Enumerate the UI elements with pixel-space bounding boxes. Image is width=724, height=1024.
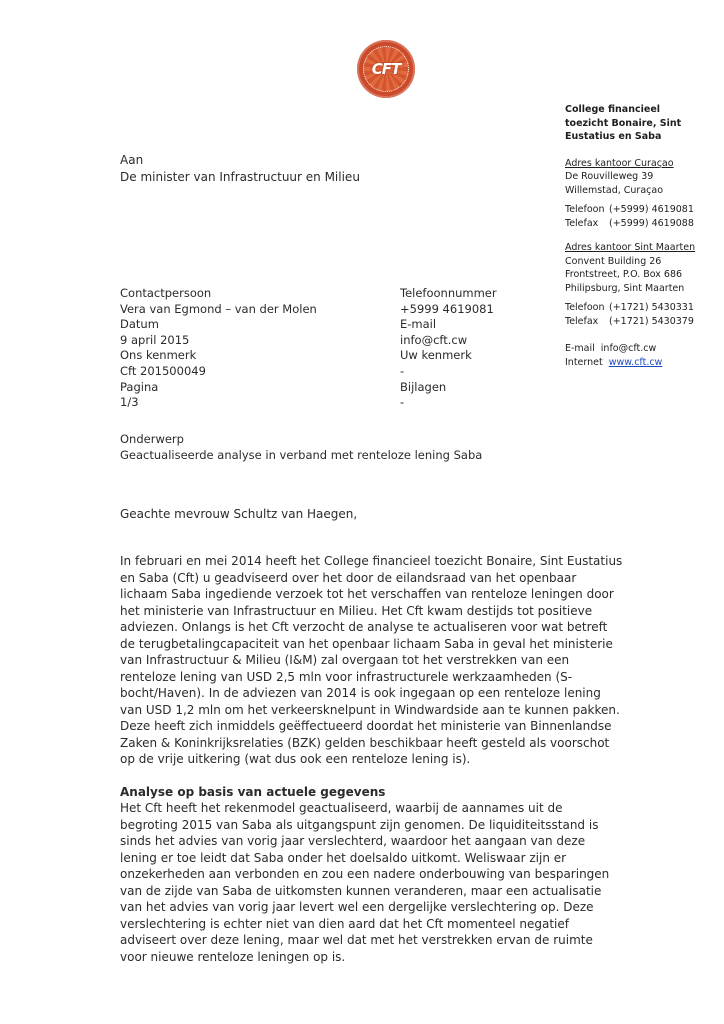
- subject-label: Onderwerp: [120, 431, 184, 446]
- section-heading-analyse: Analyse op basis van actuele gegevens: [120, 784, 386, 799]
- phone-label: Telefax: [565, 217, 599, 229]
- meta-value: -: [400, 395, 405, 410]
- recipient-name: De minister van Infrastructuur en Milieu: [120, 170, 360, 184]
- phone-value: (+5999) 4619088: [609, 217, 694, 229]
- office-sint-maarten-address-line: Frontstreet, P.O. Box 686: [565, 269, 683, 280]
- meta-label: E-mail: [400, 317, 437, 332]
- meta-column-left: [120, 286, 400, 411]
- website-link[interactable]: www.cft.cw: [608, 356, 663, 368]
- office-curacao-title: Adres kantoor Curaçao: [565, 157, 674, 169]
- meta-label: Datum: [120, 317, 159, 332]
- phone-label: Telefoon: [565, 204, 605, 215]
- body-paragraph-2: Het Cft heeft het rekenmodel geactualiseerd, waarbij de aannames uit de begroting 2015 van Saba als uitgangspunt zijn genomen. De liquiditeitsstand is sinds het advies van vorig jaar verslechterd, waardoor het aangaan van deze lening er toe leidt dat Saba onder het doelsaldo uitkomt. Weliswaar zijn er onzekerheden aan verbonden en zou een nadere onderbouwing van besparingen van de zijde van Saba de uitkomsten kunnen veranderen, maar een actualisatie van het advies van vorig jaar levert wel een dergelijke verslechtering op. Deze verslechtering is echter niet van dien aard dat het Cft momenteel negatief adviseert over deze lening, maar wel dat met het verstrekken ervan de ruimte voor nieuwe renteloze leningen op is.: [120, 801, 610, 964]
- phone-value: (+5999) 4619081: [609, 204, 694, 215]
- meta-value: 1/3: [120, 395, 139, 410]
- subject-block: [120, 431, 623, 463]
- phone-value: (+1721) 5430379: [609, 315, 694, 327]
- meta-value: -: [400, 363, 405, 378]
- meta-label: Contactpersoon: [120, 286, 212, 300]
- body-paragraph-1: In februari en mei 2014 heeft het College financieel toezicht Bonaire, Sint Eustatius en Saba (Cft) u geadviseerd over het door de eilandsraad van het openbaar lichaam Saba ingediende verzoek tot het verschaffen van renteloze leningen door het ministerie van Infrastructuur en Milieu. Het Cft kwam destijds tot positieve adviezen. Onlangs is het Cft verzocht de analyse te actualiseren voor wat betreft de terugbetalingcapaciteit van het openbaar lichaam Saba in geval het ministerie van Infrastructuur & Milieu (I&M) zal overgaan tot het verstrekken van een renteloze lening van USD 2,5 mln voor infrastructurele werkzaamheden (S-bocht/Haven). In de adviezen van 2014 is ook ingegaan op een renteloze lening van USD 1,2 mln om het verkeersknelpunt in Windwardside aan te kunnen pakken. Deze heeft zich inmiddels geëffectueerd doordat het ministerie van Binnenlandse Zaken & Koninkrijksrelaties (BZK) gelden beschikbaar heeft gesteld als voorschot op de vrije uitkering (wat dus ook een renteloze lening is).: [120, 554, 623, 767]
- subject-value: Geactualiseerde analyse in verband met renteloze lening Saba: [120, 447, 483, 462]
- cft-logo: [357, 40, 415, 98]
- phone-label: Telefax: [565, 315, 599, 327]
- org-name: College financieel toezicht Bonaire, Sint Eustatius en Saba: [565, 104, 682, 142]
- phone-label: Telefoon: [565, 302, 605, 313]
- meta-value: 9 april 2015: [120, 332, 190, 347]
- office-curacao-address-line: Willemstad, Curaçao: [565, 184, 664, 196]
- meta-value: Cft 201500049: [120, 363, 206, 378]
- salutation: Geachte mevrouw Schultz van Haegen,: [120, 506, 358, 521]
- email-label: E-mail: [565, 343, 595, 354]
- cft-logo-text: CFT: [371, 60, 401, 78]
- office-sint-maarten-address-line: Convent Building 26: [565, 255, 662, 267]
- internet-label: Internet: [565, 356, 603, 368]
- meta-column-right: [400, 286, 623, 411]
- office-curacao-address-line: De Rouvilleweg 39: [565, 171, 654, 182]
- phone-value: (+1721) 5430331: [609, 302, 694, 313]
- meta-value: info@cft.cw: [400, 332, 468, 347]
- email-value: info@cft.cw: [600, 343, 657, 354]
- meta-label: Bijlagen: [400, 379, 447, 394]
- meta-value: +5999 4619081: [400, 301, 494, 316]
- office-sint-maarten-title: Adres kantoor Sint Maarten: [565, 242, 696, 253]
- cft-logo-seal: [363, 46, 409, 92]
- meta-label: Pagina: [120, 379, 159, 394]
- letter-meta: [120, 286, 623, 411]
- meta-label: Uw kenmerk: [400, 348, 472, 363]
- recipient-block: [120, 152, 623, 186]
- meta-value: Vera van Egmond – van der Molen: [120, 301, 317, 316]
- letter-content: [120, 152, 623, 981]
- meta-label: Telefoonnummer: [400, 286, 497, 300]
- office-sint-maarten-address-line: Philipsburg, Sint Maarten: [565, 282, 685, 294]
- recipient-label: Aan: [120, 153, 144, 167]
- meta-label: Ons kenmerk: [120, 348, 197, 363]
